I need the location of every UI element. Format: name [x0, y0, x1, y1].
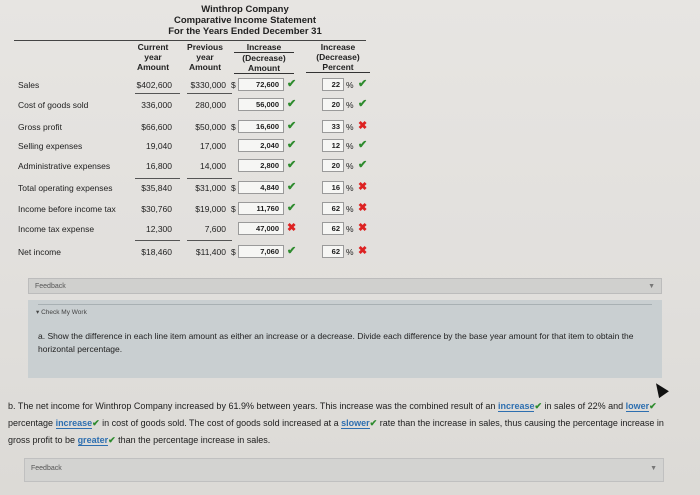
check-icon: ✔: [287, 181, 297, 193]
header-rule: [14, 40, 366, 41]
part-b-text-1: b. The net income for Winthrop Company increased by 61.9% between years. This increase was the combined result of an: [8, 401, 496, 411]
dollar-sign: $: [231, 183, 236, 193]
total-rule: [187, 93, 232, 94]
check-icon: ✔: [369, 418, 378, 428]
increase-percent-input[interactable]: 62: [322, 222, 344, 235]
previous-amount: 280,000: [195, 100, 226, 110]
total-rule: [135, 93, 180, 94]
row-label: Income tax expense: [18, 224, 95, 234]
row-label: Administrative expenses: [18, 161, 111, 171]
percent-sign: %: [346, 100, 354, 110]
increase-percent-input[interactable]: 12: [322, 139, 344, 152]
increase-percent-input[interactable]: 22: [322, 78, 344, 91]
check-icon: ✔: [358, 159, 368, 171]
percent-sign: %: [346, 161, 354, 171]
check-icon: ✔: [287, 159, 297, 171]
increase-percent-input[interactable]: 20: [322, 98, 344, 111]
dollar-sign: $: [231, 247, 236, 257]
percent-sign: %: [346, 80, 354, 90]
increase-amount-input[interactable]: 72,600: [238, 78, 284, 91]
dollar-sign: $: [231, 80, 236, 90]
statement-header: [110, 4, 380, 37]
check-icon: ✔: [358, 139, 368, 151]
total-rule: [135, 240, 180, 241]
feedback-bar-1[interactable]: [28, 278, 662, 294]
check-icon: ✔: [534, 401, 543, 411]
row-label: Selling expenses: [18, 141, 83, 151]
check-icon: ✔: [358, 78, 368, 90]
statement-period: For the Years Ended December 31: [168, 26, 322, 37]
check-icon: ✔: [108, 435, 116, 445]
increase-percent-input[interactable]: 33: [322, 120, 344, 133]
answer-dropdown-3[interactable]: increase: [55, 418, 93, 428]
total-rule: [135, 178, 180, 179]
previous-amount: $50,000: [195, 122, 226, 132]
check-icon: ✔: [287, 78, 297, 90]
previous-amount: $31,000: [195, 183, 226, 193]
increase-percent-input[interactable]: 62: [322, 245, 344, 258]
increase-amount-input[interactable]: 11,760: [238, 202, 284, 215]
percent-sign: %: [346, 122, 354, 132]
current-amount: 19,040: [146, 141, 172, 151]
divider: [38, 304, 652, 305]
row-label: Total operating expenses: [18, 183, 113, 193]
check-icon: ✔: [358, 98, 368, 110]
check-icon: ✔: [92, 418, 100, 428]
cross-icon: ✖: [287, 222, 297, 234]
row-label: Income before income tax: [18, 204, 116, 214]
answer-dropdown-2[interactable]: lower: [625, 401, 650, 411]
part-b-text-2: in sales of 22% and: [544, 401, 624, 411]
previous-amount: $11,400: [195, 247, 226, 257]
part-b-text-6: than the percentage increase in sales.: [118, 435, 271, 445]
col-previous: Previous year Amount: [187, 42, 223, 72]
check-my-work-panel: [28, 300, 662, 378]
answer-dropdown-1[interactable]: increase: [497, 401, 535, 411]
col-increase-percent: Increase (Decrease) Percent: [306, 42, 370, 73]
part-b-question: [8, 398, 688, 449]
percent-sign: %: [346, 247, 354, 257]
check-icon: ✔: [287, 202, 297, 214]
cross-icon: ✖: [358, 245, 368, 257]
col-current: Current year Amount: [136, 42, 170, 72]
total-rule: [187, 240, 232, 241]
row-label: Sales: [18, 80, 40, 90]
cross-icon: ✖: [358, 120, 368, 132]
part-b-text-3: percentage: [8, 418, 54, 428]
previous-amount: 14,000: [200, 161, 226, 171]
increase-percent-input[interactable]: 20: [322, 159, 344, 172]
current-amount: 12,300: [146, 224, 172, 234]
cross-icon: ✖: [358, 202, 368, 214]
answer-dropdown-4[interactable]: slower: [341, 418, 370, 428]
increase-percent-input[interactable]: 16: [322, 181, 344, 194]
increase-amount-input[interactable]: 56,000: [238, 98, 284, 111]
part-b-text-5: rate than the increase in sales, thus causing the percentage increase in gross profit to be: [8, 418, 664, 445]
increase-amount-input[interactable]: 47,000: [238, 222, 284, 235]
answer-dropdown-5[interactable]: greater: [77, 435, 109, 445]
check-icon: ✔: [287, 120, 297, 132]
row-label: Cost of goods sold: [18, 100, 89, 110]
percent-sign: %: [346, 141, 354, 151]
current-amount: 336,000: [141, 100, 172, 110]
current-amount: $35,840: [141, 183, 172, 193]
check-icon: ✔: [287, 139, 297, 151]
mouse-cursor-icon: [651, 380, 669, 398]
check-icon: ✔: [287, 98, 297, 110]
dollar-sign: $: [231, 122, 236, 132]
total-rule: [187, 178, 232, 179]
part-b-text-4: in cost of goods sold. The cost of goods sold increased at a: [102, 418, 339, 428]
cross-icon: ✖: [358, 181, 368, 193]
current-amount: $66,600: [141, 122, 172, 132]
col-increase-amount: Increase (Decrease) Amount: [234, 42, 294, 74]
check-icon: ✔: [649, 401, 657, 411]
check-my-work-title[interactable]: ▾ Check My Work: [36, 309, 87, 316]
increase-amount-input[interactable]: 7,060: [238, 245, 284, 258]
company-name: Winthrop Company: [201, 4, 289, 15]
increase-percent-input[interactable]: 62: [322, 202, 344, 215]
percent-sign: %: [346, 204, 354, 214]
percent-sign: %: [346, 183, 354, 193]
dollar-sign: $: [231, 204, 236, 214]
previous-amount: 17,000: [200, 141, 226, 151]
current-amount: 16,800: [146, 161, 172, 171]
increase-amount-input[interactable]: 4,840: [238, 181, 284, 194]
feedback-bar-2[interactable]: [24, 458, 664, 482]
statement-title: Comparative Income Statement: [173, 15, 316, 26]
current-amount: $30,760: [141, 204, 172, 214]
row-label: Gross profit: [18, 122, 62, 132]
previous-amount: $330,000: [190, 80, 226, 90]
increase-amount-input[interactable]: 2,800: [238, 159, 284, 172]
increase-amount-input[interactable]: 2,040: [238, 139, 284, 152]
current-amount: $18,460: [141, 247, 172, 257]
check-my-work-text: a. Show the difference in each line item amount as either an increase or a decrease. Divide each difference by the base year amount for that item to obtain the horizontal percentage.: [38, 331, 634, 354]
check-icon: ✔: [287, 245, 297, 257]
feedback-label: Feedback: [35, 283, 66, 290]
previous-amount: $19,000: [195, 204, 226, 214]
increase-amount-input[interactable]: 16,600: [238, 120, 284, 133]
feedback-label: Feedback: [31, 465, 62, 472]
current-amount: $402,600: [136, 80, 172, 90]
chevron-down-icon[interactable]: ▼: [648, 283, 655, 290]
row-label: Net income: [18, 247, 61, 257]
chevron-down-icon[interactable]: ▼: [650, 465, 657, 472]
cross-icon: ✖: [358, 222, 368, 234]
previous-amount: 7,600: [204, 224, 226, 234]
percent-sign: %: [346, 224, 354, 234]
